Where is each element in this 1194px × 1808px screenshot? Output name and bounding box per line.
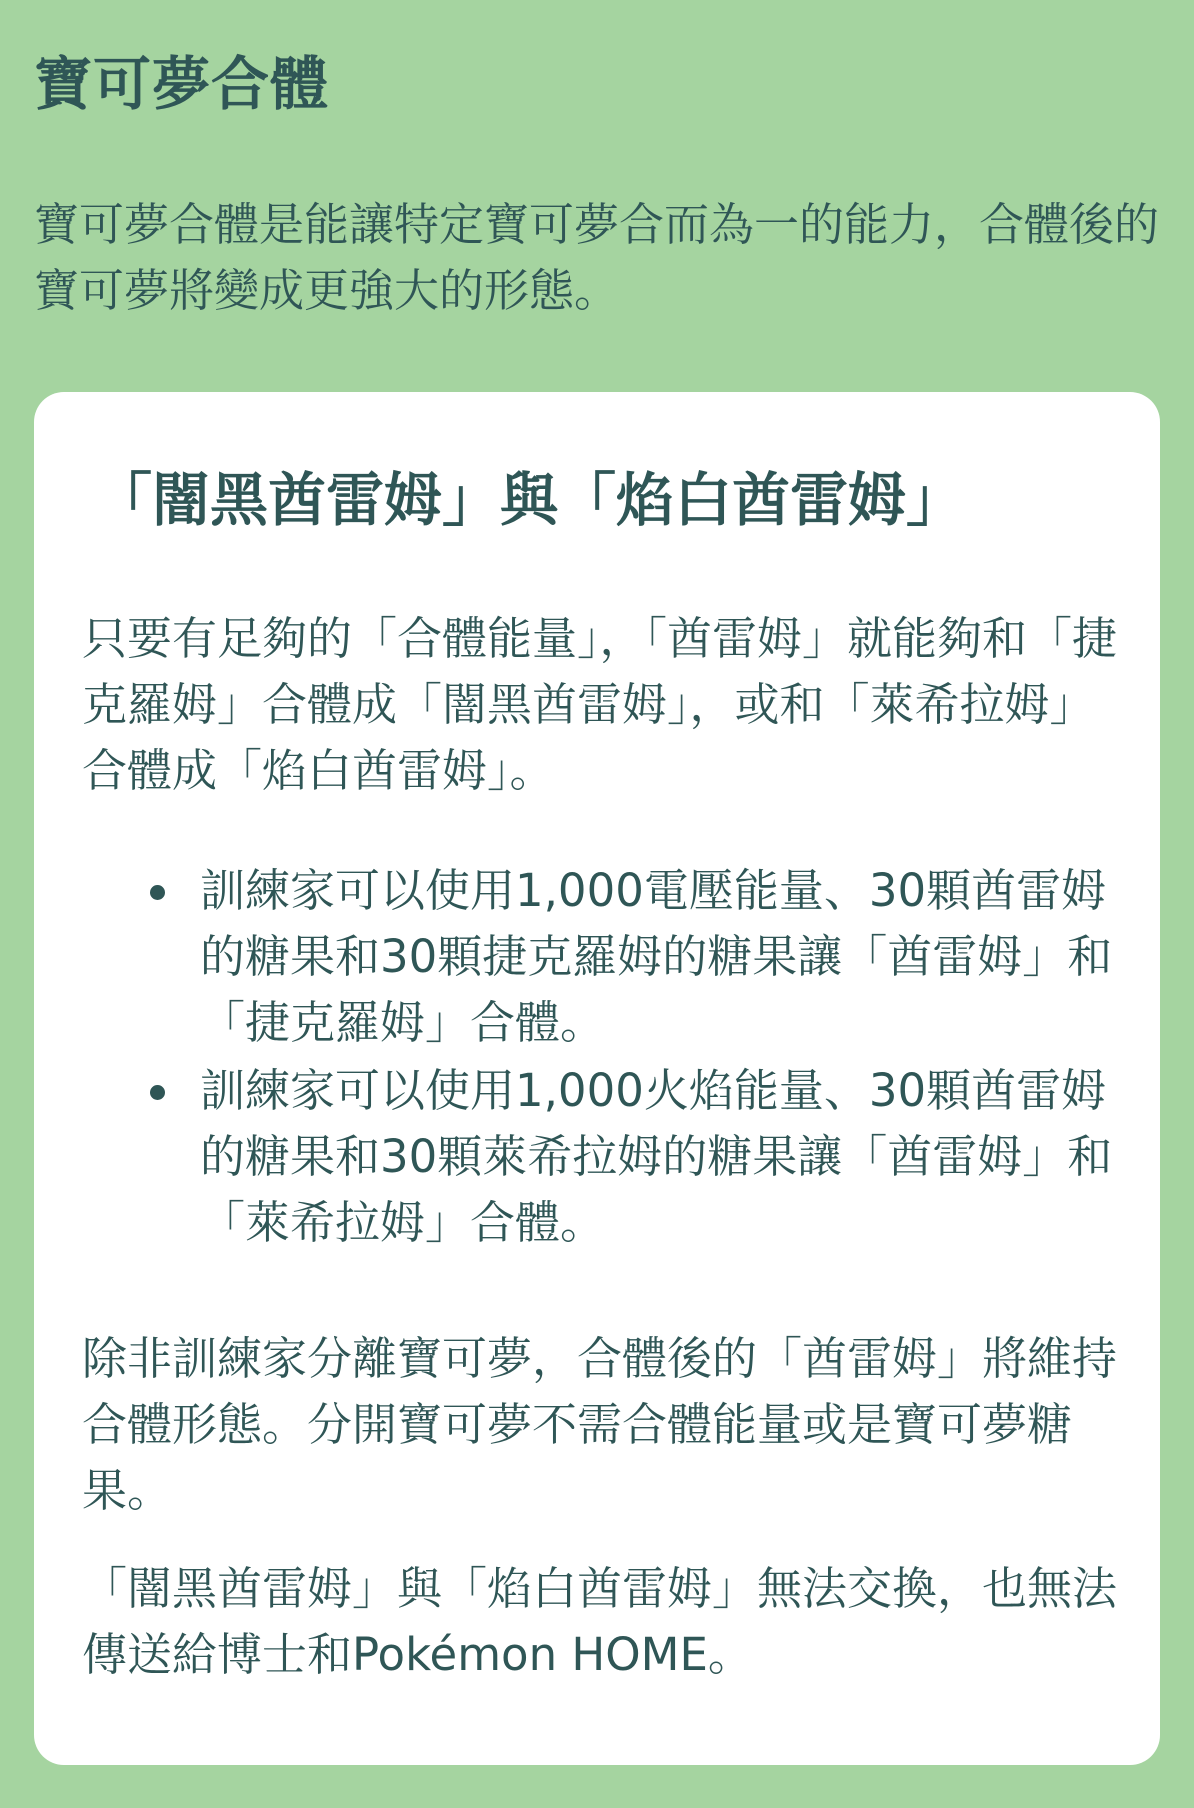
fusion-requirements-list bbox=[82, 858, 1142, 1256]
list-item bbox=[82, 1058, 1142, 1256]
fusion-description: 只要有足夠的「合體能量」，「酋雷姆」就能夠和「捷克羅姆」合體成「闇黑酋雷姆」，或和「萊希拉姆」合體成「焰白酋雷姆」。 bbox=[82, 612, 1118, 797]
intro-text: 寶可夢合體是能讓特定寶可夢合而為一的能力，合體後的寶可夢將變成更強大的形態。 bbox=[34, 198, 1160, 317]
transfer-restriction-note: 「闇黑酋雷姆」與「焰白酋雷姆」無法交換，也無法傳送給博士和Pokémon HOME。 bbox=[82, 1562, 1118, 1681]
unfuse-note: 除非訓練家分離寶可夢，合體後的「酋雷姆」將維持合體形態。分開寶可夢不需合體能量或是寶可夢糖果。 bbox=[82, 1332, 1118, 1517]
list-item bbox=[82, 858, 1142, 1056]
bullet-icon bbox=[150, 1085, 165, 1100]
card-title: 「闇黑酋雷姆」與「焰白酋雷姆」 bbox=[94, 466, 965, 534]
list-item-text: 訓練家可以使用1,000電壓能量、30顆酋雷姆的糖果和30顆捷克羅姆的糖果讓「酋雷姆」和「捷克羅姆」合體。 bbox=[200, 864, 1113, 1049]
list-item-text: 訓練家可以使用1,000火焰能量、30顆酋雷姆的糖果和30顆萊希拉姆的糖果讓「酋雷姆」和「萊希拉姆」合體。 bbox=[200, 1064, 1113, 1249]
bullet-icon bbox=[150, 885, 165, 900]
info-card bbox=[34, 392, 1160, 1765]
page-title: 寶可夢合體 bbox=[34, 50, 330, 118]
